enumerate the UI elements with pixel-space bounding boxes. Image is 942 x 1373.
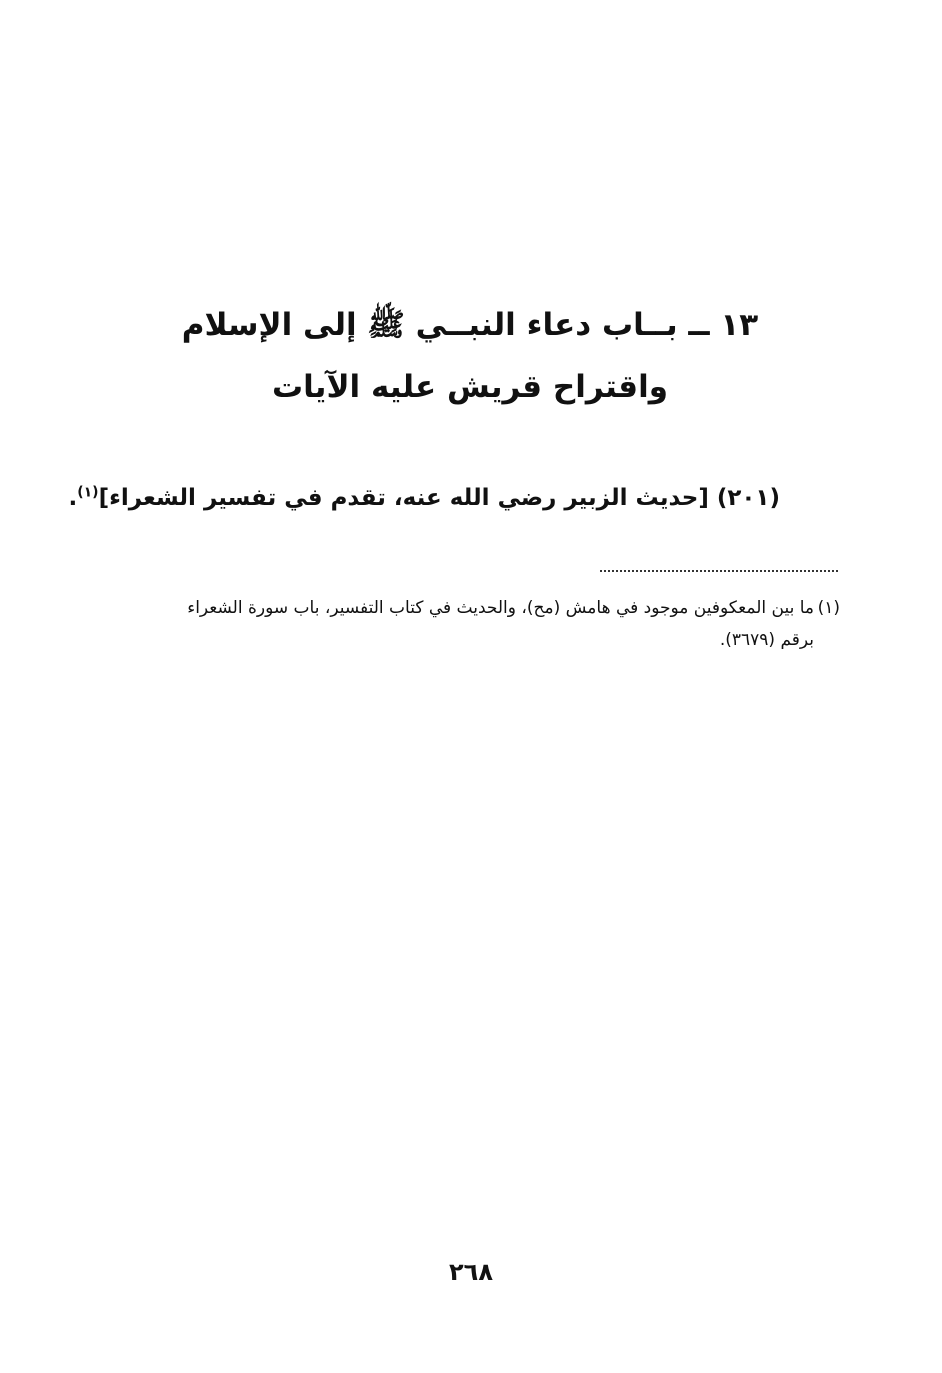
hadith-end-punctuation: . <box>68 485 78 511</box>
footnote-line-1: ما بين المعكوفين موجود في هامش (مح)، والحديث في كتاب التفسير، باب سورة الشعراء <box>187 598 814 618</box>
footnote-line-2: برقم (٣٦٧٩). <box>719 630 814 650</box>
hadith-text: (٢٠١) [حديث الزبير رضي الله عنه، تقدم في تفسير الشعراء] <box>98 485 780 511</box>
page-number: ٢٦٨ <box>449 1258 493 1286</box>
chapter-heading-line-2: واقتراح قريش عليه الآيات <box>272 369 668 405</box>
chapter-heading <box>120 294 820 418</box>
chapter-heading-line-1: ١٣ ــ بــاب دعاء النبــي ﷺ إلى الإسلام <box>181 307 759 343</box>
footnote-reference: (١) <box>77 484 99 501</box>
footnote <box>100 592 840 656</box>
footnote-separator <box>600 570 838 578</box>
hadith-entry <box>60 476 780 520</box>
footnote-number: (١) <box>817 598 840 618</box>
